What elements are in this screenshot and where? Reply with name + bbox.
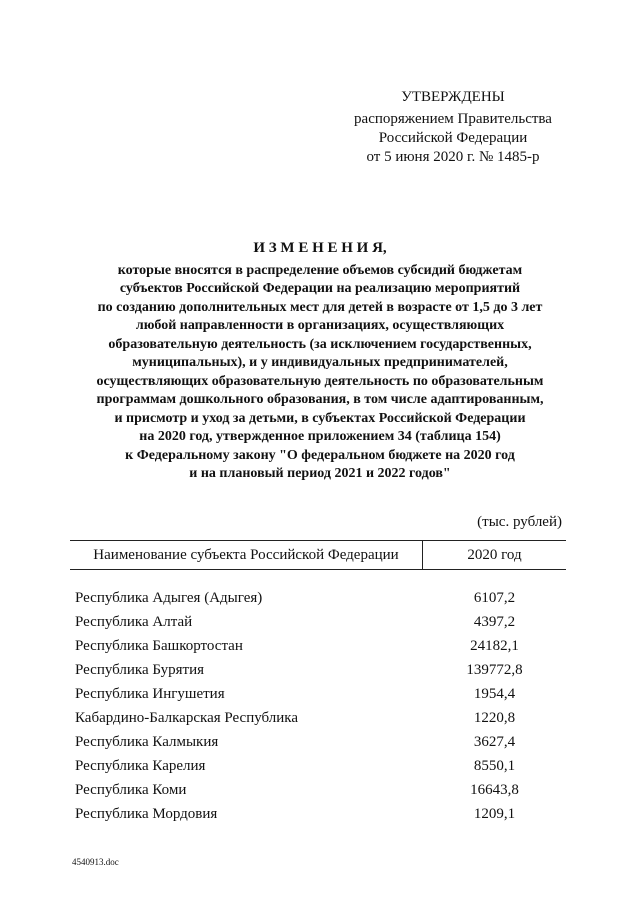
table-row: [70, 586, 566, 610]
table-row: [70, 754, 566, 778]
region-name: Республика Мордовия: [75, 806, 218, 822]
amount-value: 139772,8: [466, 662, 523, 678]
approval-date-number: от 5 июня 2020 г. № 1485-р: [366, 149, 540, 165]
table-body: [70, 586, 566, 826]
subtitle-line: которые вносятся в распределение объемов субсидий бюджетам: [117, 263, 523, 278]
amount-value: 1220,8: [473, 710, 516, 726]
amount-value: 3627,4: [473, 734, 516, 750]
subtitle-line: на 2020 год, утвержденное приложением 34 (таблица 154): [139, 429, 501, 445]
column-header-region: Наименование субъекта Российской Федерации: [70, 541, 423, 569]
region-name: Республика Адыгея (Адыгея): [75, 590, 263, 606]
table-row: [70, 706, 566, 730]
subtitle-line: и на плановый период 2021 и 2022 годов": [189, 465, 451, 481]
table-row: [70, 730, 566, 754]
region-name: Республика Карелия: [75, 758, 206, 774]
subtitle-line: образовательную деятельность (за исключением государственных,: [108, 336, 532, 352]
table-row: [70, 610, 566, 634]
region-name: Республика Бурятия: [75, 662, 205, 678]
subtitle-line: к Федеральному закону "О федеральном бюджете на 2020 год: [125, 447, 515, 463]
table-row: [70, 778, 566, 802]
region-name: Республика Ингушетия: [75, 686, 225, 702]
subtitle-line: муниципальных), и у индивидуальных предпринимателей,: [132, 355, 508, 371]
subtitle-line: программам дошкольного образования, в том числе адаптированным,: [96, 392, 544, 408]
amount-value: 8550,1: [473, 758, 516, 774]
region-name: Республика Калмыкия: [75, 734, 219, 750]
amount-value: 24182,1: [470, 638, 519, 654]
table-row: [70, 634, 566, 658]
approval-title: УТВЕРЖДЕНЫ: [401, 89, 505, 105]
amount-value: 1209,1: [473, 806, 516, 822]
subtitle-line: осуществляющих образовательную деятельность по образовательным: [96, 373, 544, 389]
region-name: Республика Коми: [75, 782, 187, 798]
column-header-year: 2020 год: [467, 547, 522, 563]
subtitle-line: и присмотр и уход за детьми, в субъектах Российской Федерации: [114, 410, 526, 426]
table-row: [70, 682, 566, 706]
table-row: [70, 658, 566, 682]
units-label: (тыс. рублей): [477, 514, 562, 530]
subtitle-line: любой направленности в организациях, осуществляющих: [135, 318, 505, 334]
region-name: Республика Алтай: [75, 614, 193, 630]
approval-line: Российской Федерации: [378, 130, 528, 146]
document-subtitle: [0, 262, 640, 483]
subtitle-line: субъектов Российской Федерации на реализацию мероприятий: [119, 281, 521, 297]
region-name: Кабардино-Балкарская Республика: [75, 710, 299, 726]
amount-value: 4397,2: [473, 614, 516, 630]
document-title: И З М Е Н Е Н И Я,: [253, 240, 387, 256]
region-name: Республика Башкортостан: [75, 638, 243, 654]
table-row: [70, 802, 566, 826]
table-header: [70, 540, 566, 570]
approval-line: распоряжением Правительства: [354, 111, 552, 127]
amount-value: 1954,4: [473, 686, 516, 702]
amount-value: 6107,2: [473, 590, 516, 606]
amount-value: 16643,8: [470, 782, 519, 798]
subtitle-line: по созданию дополнительных мест для детей в возрасте от 1,5 до 3 лет: [97, 299, 543, 315]
file-name-footer: 4540913.doc: [72, 857, 119, 867]
